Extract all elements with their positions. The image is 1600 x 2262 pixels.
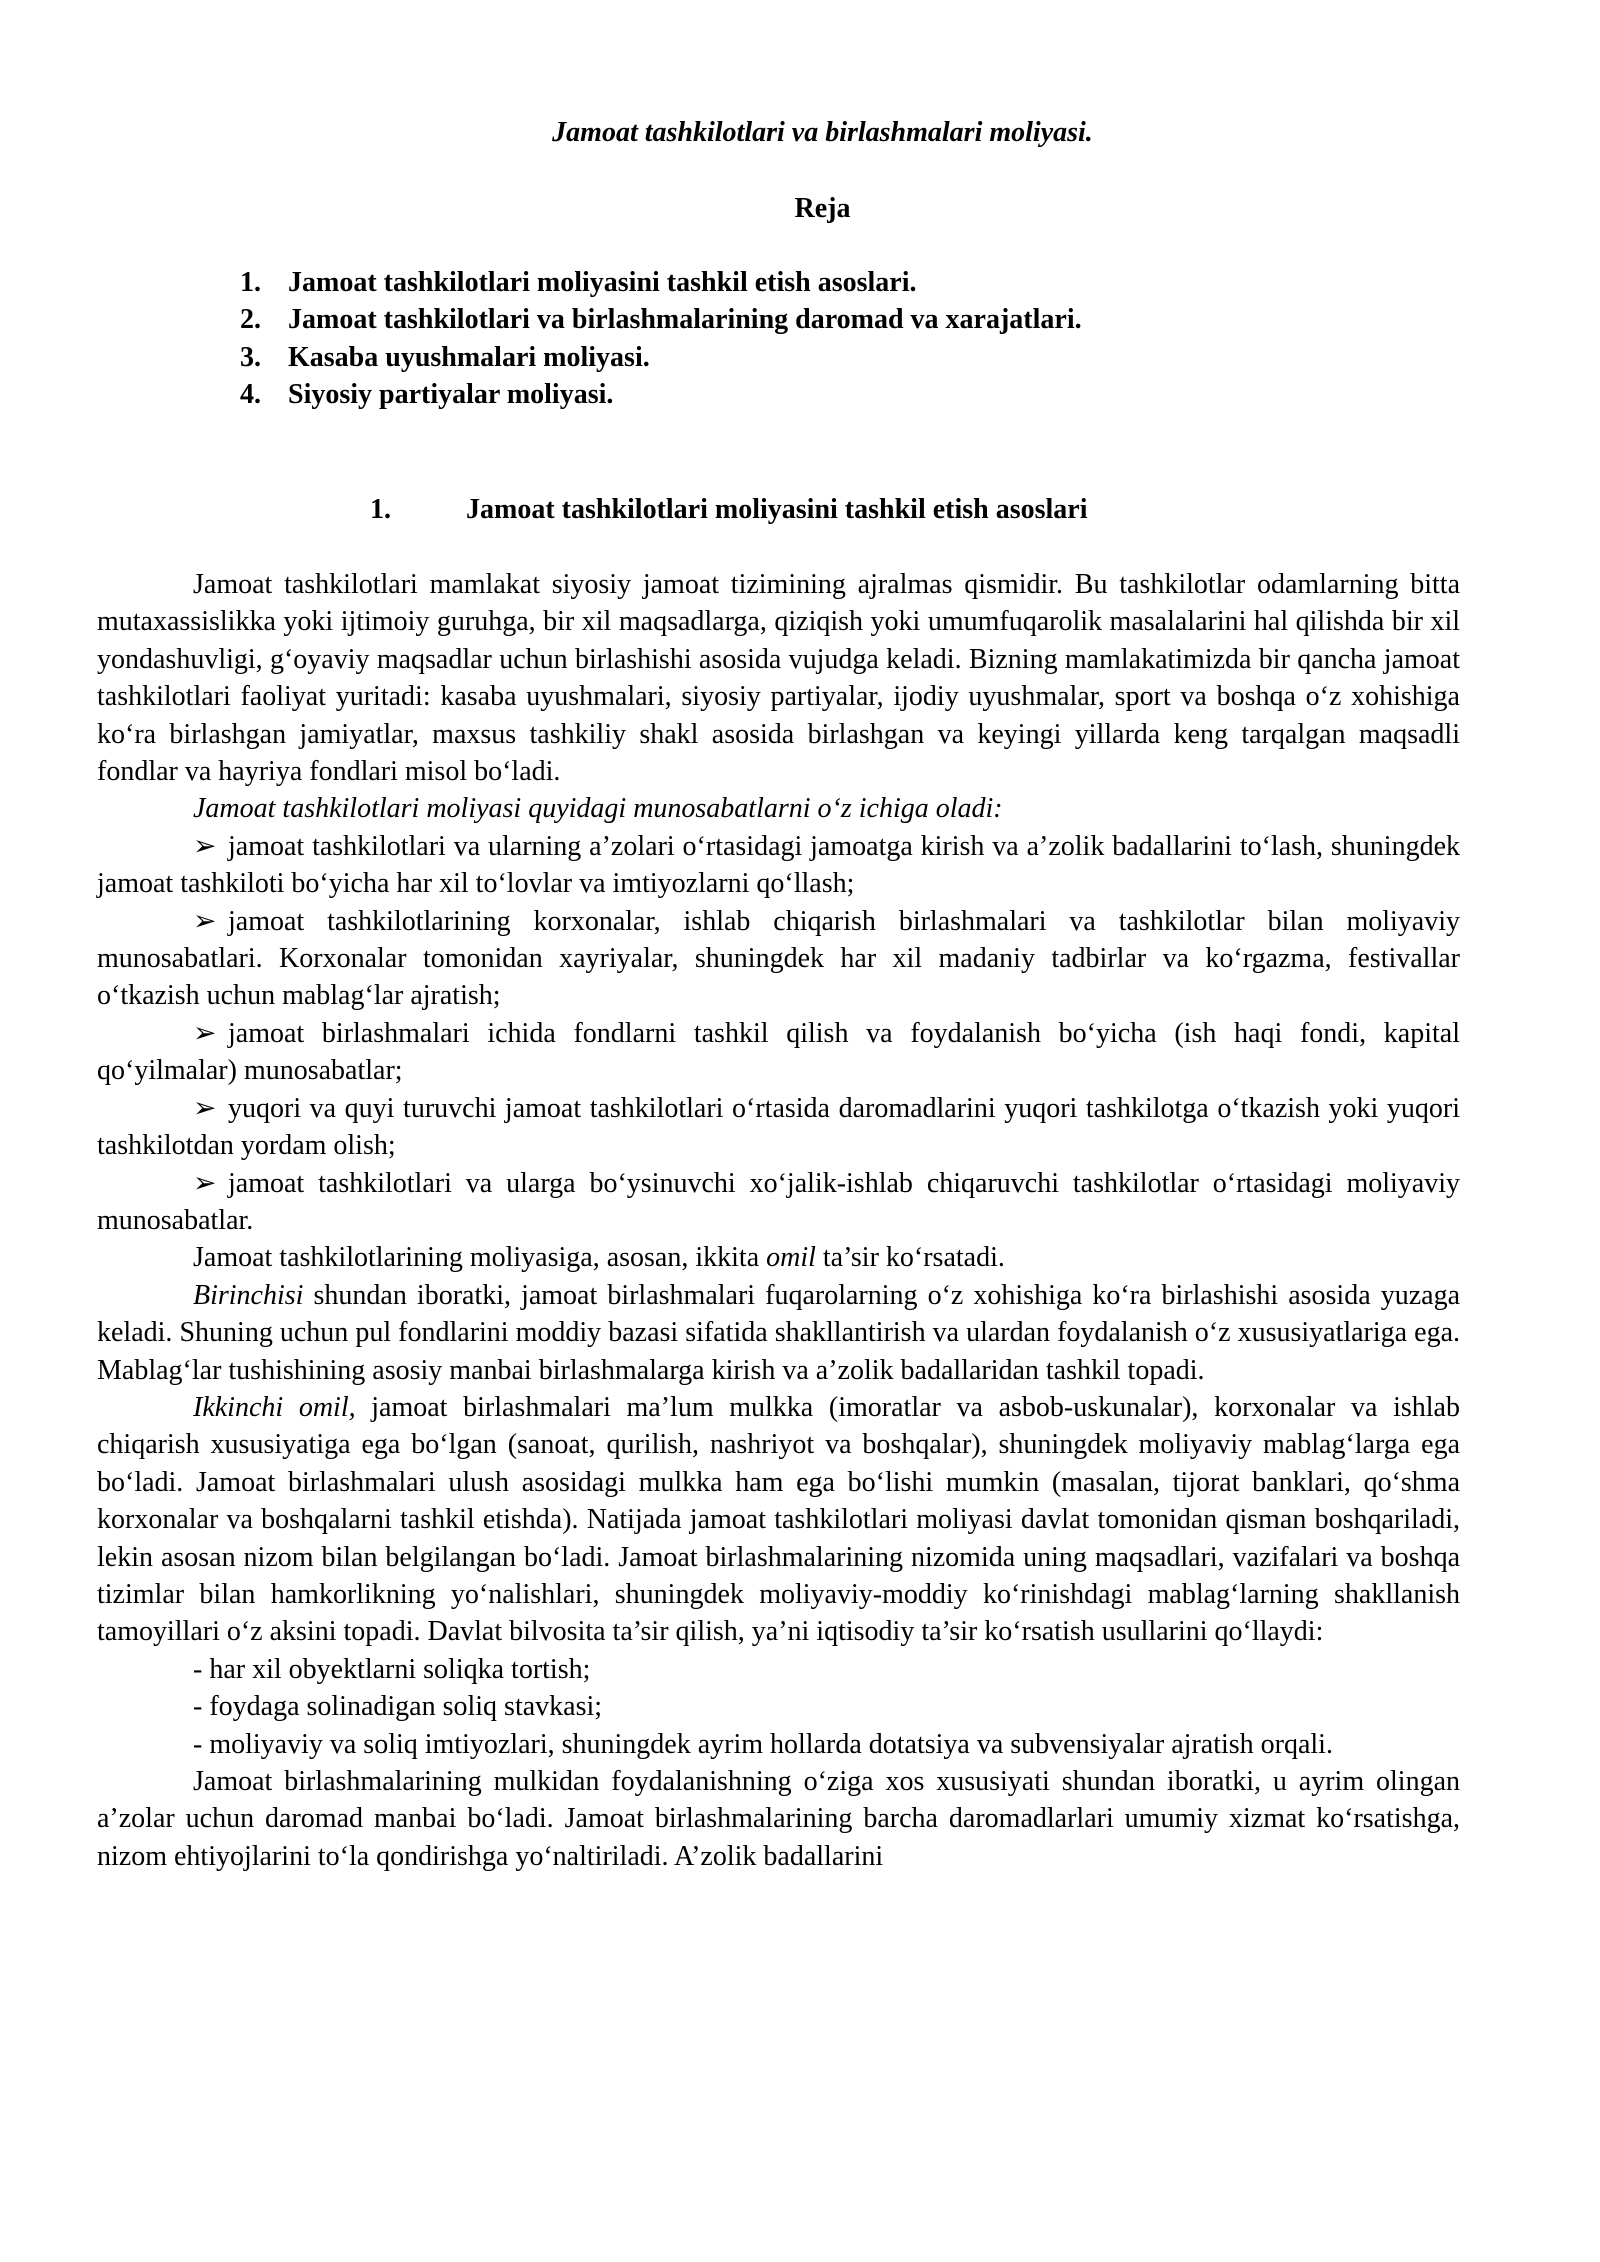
bullet-item [97, 1090, 1460, 1165]
arrow-bullet-icon: ➢ [193, 905, 217, 937]
arrow-bullet-icon: ➢ [193, 1092, 217, 1124]
plan-item-number: 3. [240, 341, 261, 373]
arrow-bullet-icon: ➢ [193, 1167, 217, 1199]
bullet-text: jamoat tashkilotlari va ularning a’zolari o‘rtasidagi jamoatga kirish va a’zolik badallarini to‘lash, shuningdek jamoat tashkiloti bo‘yicha har xil to‘lovlar va imtiyozlarni qo‘llash; [97, 830, 1460, 900]
plan-item-text: Kasaba uyushmalari moliyasi. [288, 341, 650, 373]
plan-item-text: Jamoat tashkilotlari va birlashmalarining daromad va xarajatlari. [288, 304, 1082, 336]
body-text [97, 566, 1460, 1875]
plan-item [240, 264, 1082, 301]
italic-text: Ikkinchi omil, [193, 1391, 356, 1423]
bullet-item [97, 1015, 1460, 1090]
italic-text: omil [766, 1242, 816, 1274]
arrow-bullet-icon: ➢ [193, 1017, 217, 1049]
plan-item-number: 1. [240, 267, 261, 298]
dash-item: - foydaga solinadigan soliq stavkasi; [193, 1691, 603, 1723]
paragraph: Jamoat tashkilotlari mamlakat siyosiy jamoat tizimining ajralmas qismidir. Bu tashkilotlar odamlarning bitta mutaxassislikka yoki ijtimoiy guruhga, bir xil maqsadlarga, qiziqish yoki umumfuqarolik masalalarini hal qilishda bir xil yondashuvligi, g‘oyaviy maqsadlar uchun birlashishi asosida vujudga keladi. Bizning mamlakatimizda bir qancha jamoat tashkilotlari faoliyat yuritadi: kasaba uyushmalari, siyosiy partiyalar, ijodiy uyushmalar, sport va boshqa o‘z xohishiga ko‘ra birlashgan jamiyatlar, maxsus tashkiliy shakl asosida birlashgan va keyingi yillarda keng tarqalgan maqsadli fondlar va hayriya fondlari misol bo‘ladi. [97, 569, 1460, 788]
plan-item [240, 339, 1082, 376]
section-title: Jamoat tashkilotlari moliyasini tashkil etish asoslari [466, 494, 1088, 525]
paragraph [97, 1389, 1460, 1651]
paragraph [97, 1239, 1460, 1276]
text-run: shundan iboratki, jamoat birlashmalari fuqarolarning o‘z xohishiga ko‘ra birlashishi asosida yuzaga keladi. Shuning uchun pul fondlarini moddiy bazasi sifatida shakllantirish va ulardan foydalanish o‘z xususiyatlariga ega. Mablag‘lar tushishining asosiy manbai birlashmalarga kirish va a’zolik badallaridan tashkil topadi. [97, 1279, 1460, 1386]
arrow-bullet-icon: ➢ [193, 830, 217, 862]
plan-item-text: Siyosiy partiyalar moliyasi. [288, 379, 614, 411]
text-run: Jamoat tashkilotlarining moliyasiga, asosan, ikkita [193, 1242, 767, 1274]
plan-heading: Reja [794, 193, 851, 224]
text-run: jamoat birlashmalari ma’lum mulkka (imoratlar va asbob-uskunalar), korxonalar va ishlab chiqarish xususiyatiga ega bo‘lgan (sanoat, qurilish, nashriyot va boshqalar), shuningdek moliyaviy mablag‘larga ega bo‘ladi. Jamoat birlashmalari ulush asosidagi mulkka ham ega bo‘lishi mumkin (masalan, tijorat banklari, qo‘shma korxonalar va boshqalarni tashkil etishda). Natijada jamoat tashkilotlari moliyasi davlat tomonidan qisman boshqariladi, lekin asosan nizom bilan belgilangan bo‘ladi. Jamoat birlashmalarining nizomida uning maqsadlari, vazifalari va boshqa tizimlar bilan hamkorlikning yo‘nalishlari, shuningdek moliyaviy-moddiy ko‘rinishdagi mablag‘larning shakllanish tamoyillari o‘z aksini topadi. Davlat bilvosita ta’sir qilish, ya’ni iqtisodiy ta’sir ko‘rsatish usullarini qo‘llaydi: [97, 1391, 1460, 1648]
bullet-text: yuqori va quyi turuvchi jamoat tashkilotlari o‘rtasida daromadlarini yuqori tashkilotga o‘tkazish yoki yuqori tashkilotdan yordam olish; [97, 1092, 1460, 1162]
plan-item-number: 4. [240, 379, 261, 411]
paragraph [97, 1277, 1460, 1389]
dash-item: - moliyaviy va soliq imtiyozlari, shuningdek ayrim hollarda dotatsiya va subvensiyalar ajratish orqali. [193, 1728, 1333, 1760]
plan-item [240, 301, 1082, 338]
italic-text: Jamoat tashkilotlari moliyasi quyidagi munosabatlarni o‘z ichiga oladi: [193, 793, 1003, 825]
bullet-item [97, 828, 1460, 903]
paragraph-intro [97, 790, 1460, 827]
bullet-text: jamoat tashkilotlari va ularga bo‘ysinuvchi xo‘jalik-ishlab chiqaruvchi tashkilotlar o‘rtasidagi moliyaviy munosabatlar. [97, 1167, 1460, 1236]
text-run: ta’sir ko‘rsatadi. [815, 1242, 1005, 1274]
bullet-item [97, 903, 1460, 1015]
paragraph: Jamoat birlashmalarining mulkidan foydalanishning o‘ziga xos xususiyati shundan iboratki, u ayrim olingan a’zolar uchun daromad manbai bo‘ladi. Jamoat birlashmalarining barcha daromadlarlari umumiy xizmat ko‘rsatishga, nizom ehtiyojlarini to‘la qondirishga yo‘naltiriladi. A’zolik badallarini [97, 1766, 1460, 1872]
bullet-text: jamoat tashkilotlarining korxonalar, ishlab chiqarish birlashmalari va tashkilotlar bilan moliyaviy munosabatlari. Korxonalar tomonidan xayriyalar, shuningdek har xil madaniy tadbirlar va ko‘rgazma, festivallar o‘tkazish uchun mablag‘lar ajratish; [97, 905, 1460, 1012]
bullet-item [97, 1165, 1460, 1240]
bullet-text: jamoat birlashmalari ichida fondlarni tashkil qilish va foydalanish bo‘yicha (ish haqi fondi, kapital qo‘yilmalar) munosabatlar; [97, 1017, 1460, 1087]
plan-list [240, 264, 1082, 414]
italic-text: Birinchisi [193, 1279, 304, 1311]
plan-item [240, 376, 1082, 413]
plan-item-text: Jamoat tashkilotlari moliyasini tashkil etish asoslari. [288, 267, 917, 298]
section-heading [370, 491, 1088, 528]
section-number: 1. [370, 494, 391, 525]
document-title: Jamoat tashkilotlari va birlashmalari moliyasi. [552, 117, 1093, 148]
plan-item-number: 2. [240, 304, 261, 336]
dash-item: - har xil obyektlarni soliqka tortish; [193, 1653, 591, 1685]
